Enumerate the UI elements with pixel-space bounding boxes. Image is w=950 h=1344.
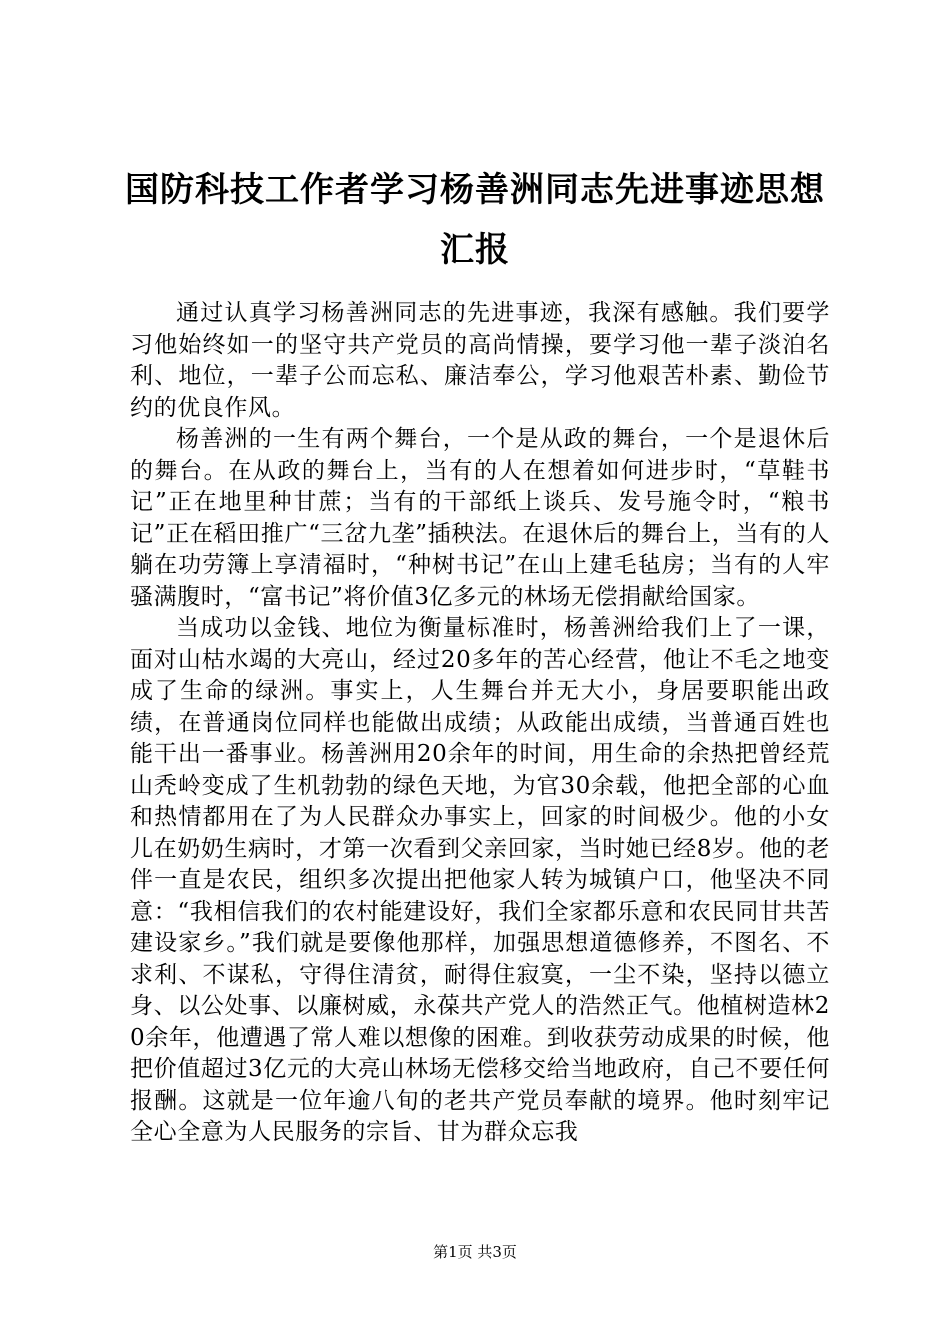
document-title: 国防科技工作者学习杨善洲同志先进事迹思想汇报 bbox=[125, 170, 825, 270]
paragraph-3: 当成功以金钱、地位为衡量标准时，杨善洲给我们上了一课，面对山枯水竭的大亮山，经过20多年的苦心经营，他让不毛之地变成了生命的绿洲。事实上，人生舞台并无大小，身居要职能出政绩，在普通岗位同样也能做出成绩；从政能出成绩，当普通百姓也能干出一番事业。杨善洲用20余年的时间，用生命的余热把曾经荒山秃岭变成了生机勃勃的绿色天地，为官30余载，他把全部的心血和热情都用在了为人民群众办事实上，回家的时间极少。他的小女儿在奶奶生病时，才第一次看到父亲回家，当时她已经8岁。他的老伴一直是农民，组织多次提出把他家人转为城镇户口，他坚决不同意：“我相信我们的农村能建设好，我们全家都乐意和农民同甘共苦建设家乡。”我们就是要像他那样，加强思想道德修养，不图名、不求利、不谋私，守得住清贫，耐得住寂寞，一尘不染，坚持以德立身、以公处事、以廉树威，永葆共产党人的浩然正气。他植树造林20余年，他遭遇了常人难以想像的困难。到收获劳动成果的时候，他把价值超过3亿元的大亮山林场无偿移交给当地政府，自己不要任何报酬。这就是一位年逾八旬的老共产党员奉献的境界。他时刻牢记全心全意为人民服务的宗旨、甘为群众忘我 bbox=[130, 615, 830, 1145]
page-number-footer: 第1页 共3页 bbox=[433, 1243, 517, 1261]
paragraph-2: 杨善洲的一生有两个舞台，一个是从政的舞台，一个是退休后的舞台。在从政的舞台上，当有的人在想着如何进步时，“草鞋书记”正在地里种甘蔗；当有的干部纸上谈兵、发号施令时，“粮书记”正在稻田推广“三岔九垄”插秧法。在退休后的舞台上，当有的人躺在功劳簿上享清福时，“种树书记”在山上建毛毡房；当有的人牢骚满腹时，“富书记”将价值3亿多元的林场无偿捐献给国家。 bbox=[130, 426, 830, 610]
document-body bbox=[130, 298, 830, 1149]
paragraph-1: 通过认真学习杨善洲同志的先进事迹，我深有感触。我们要学习他始终如一的坚守共产党员的高尚情操，要学习他一辈子淡泊名利、地位，一辈子公而忘私、廉洁奉公，学习他艰苦朴素、勤俭节约的优良作风。 bbox=[130, 300, 830, 421]
